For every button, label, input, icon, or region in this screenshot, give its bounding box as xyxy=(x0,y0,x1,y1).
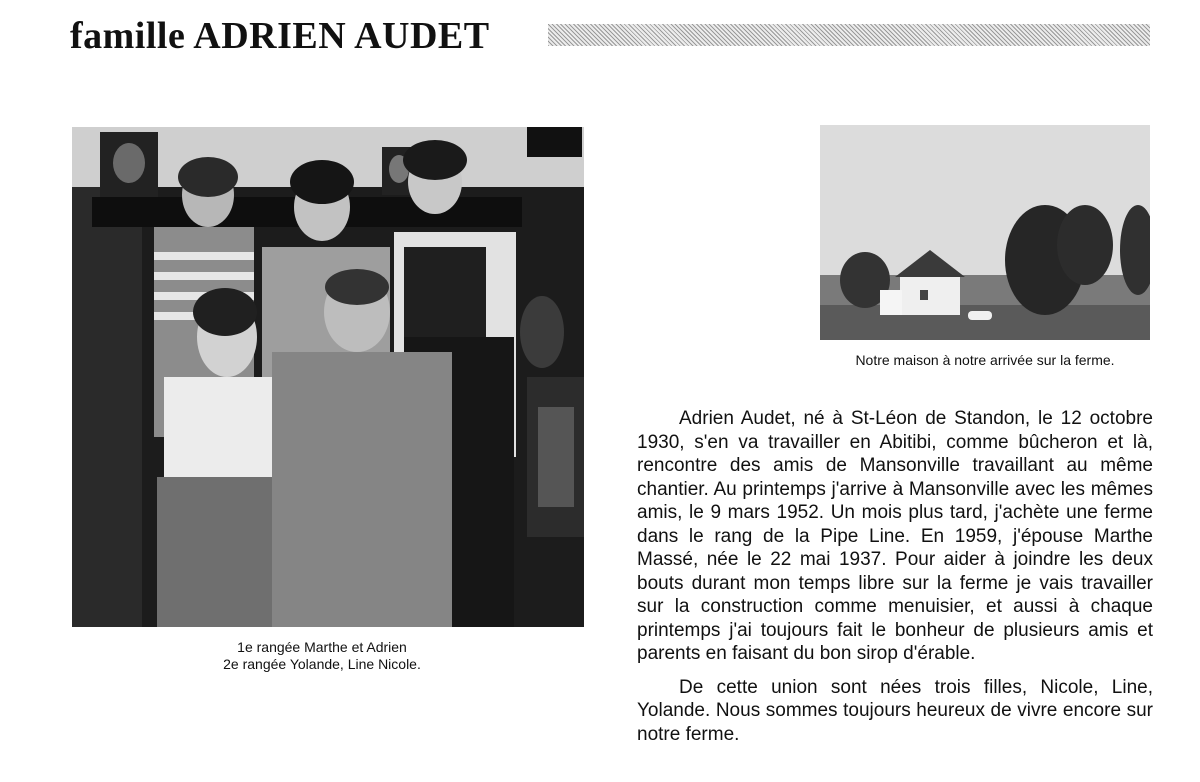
house-photo-caption: Notre maison à notre arrivée sur la ferme. xyxy=(855,352,1115,368)
family-photo xyxy=(72,127,584,627)
family-photo-caption xyxy=(72,639,572,673)
caption-first-row: 1e rangée Marthe et Adrien xyxy=(237,639,407,655)
article-paragraph-1: Adrien Audet, né à St-Léon de Standon, le 12 octobre 1930, s'en va travailler en Abitibi, comme bûcheron et là, rencontre des amis de Mansonville travaillant au même chantier. Au printemps j'arrive à Mansonville avec les mêmes amis, le 9 mars 1952. Un mois plus tard, j'achète une ferme dans le rang de la Pipe Line. En 1959, j'épouse Marthe Massé, née le 22 mai 1937. Pour aider à joindre les deux bouts durant mon temps libre sur la ferme je vais travailler sur la construction comme menuisier, et aussi à chaque printemps j'ai toujours fait le bonheur de plusieurs amis et parents en faisant du bon sirop d'érable. xyxy=(637,408,1153,664)
title-family-name: ADRIEN AUDET xyxy=(193,15,490,57)
house-photo xyxy=(820,125,1150,340)
page-title xyxy=(70,14,490,58)
caption-second-row: 2e rangée Yolande, Line Nicole. xyxy=(223,656,421,672)
title-decorative-rule xyxy=(548,24,1150,46)
title-prefix: famille xyxy=(70,15,186,57)
article-body xyxy=(637,407,1153,746)
article-paragraph-2: De cette union sont nées trois filles, Nicole, Line, Yolande. Nous sommes toujours heureux de vivre encore sur notre ferme. xyxy=(637,676,1153,745)
